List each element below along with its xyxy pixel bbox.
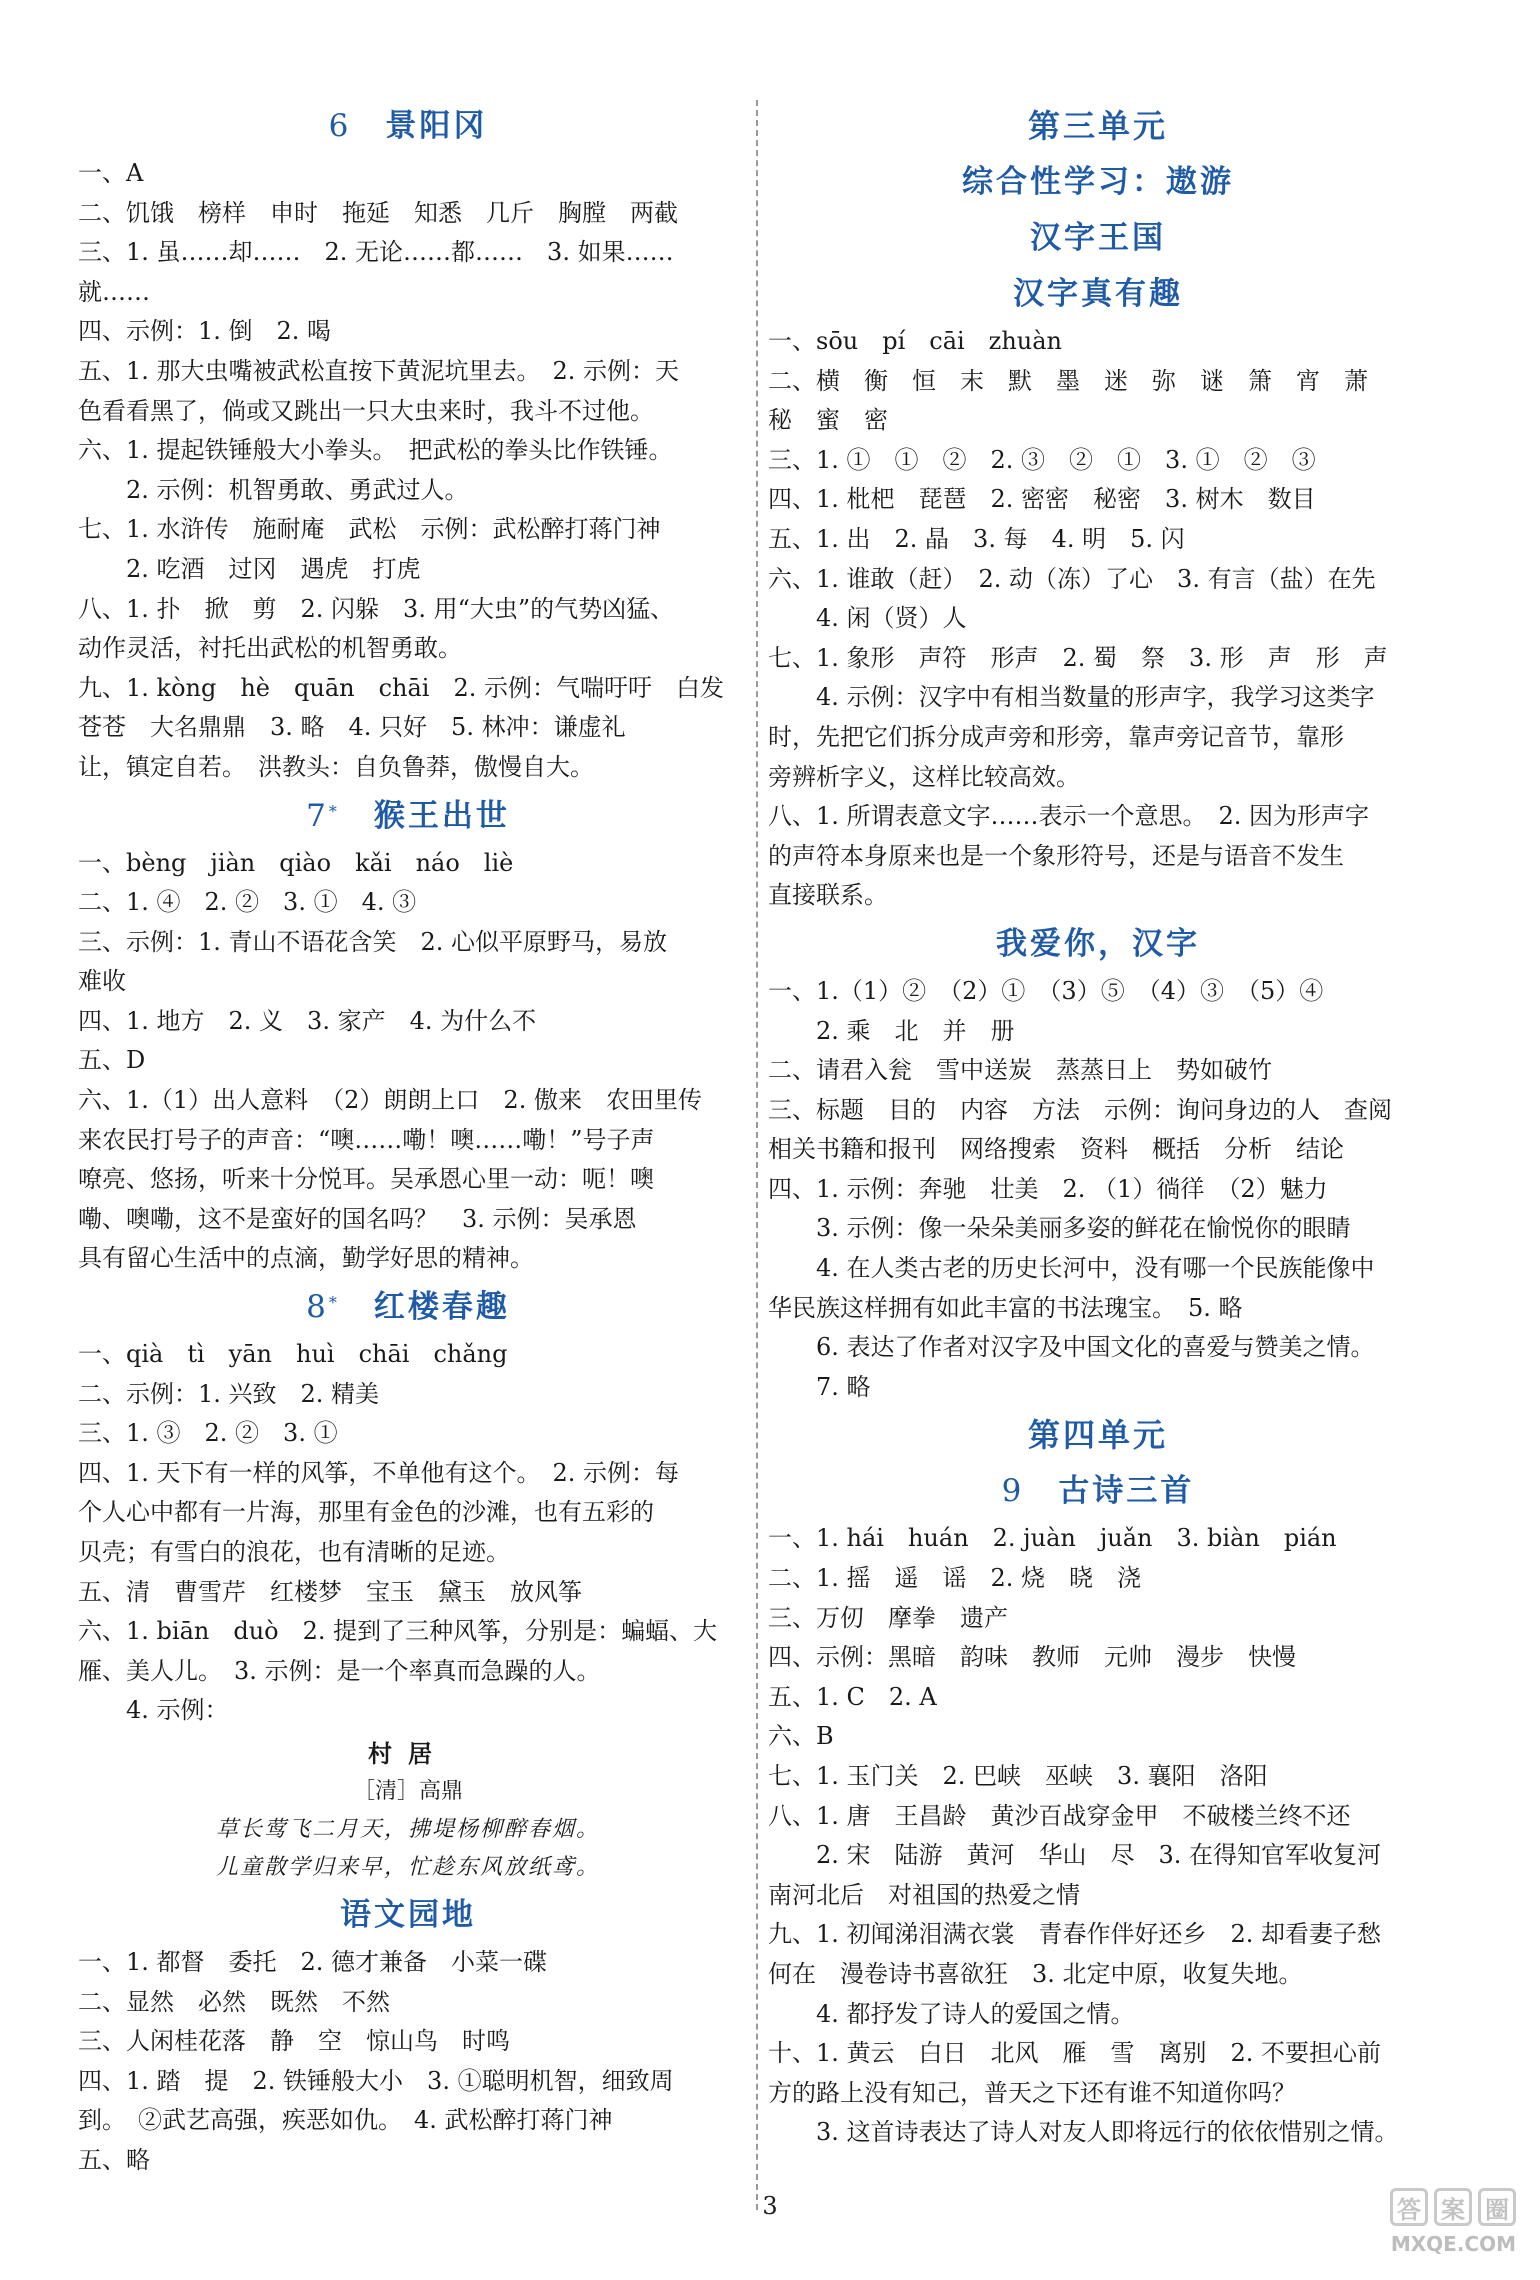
answer-line: 十、1. 黄云 白日 北风 雁 雪 离别 2. 不要担心前: [768, 2039, 1382, 2068]
answer-line: 一、1. 都督 委托 2. 德才兼备 小菜一碟: [78, 1947, 548, 1976]
answer-line: 4. 示例：汉字中有相当数量的形声字，我学习这类字: [816, 683, 1375, 712]
answer-line: 4. 示例：: [126, 1696, 229, 1725]
lesson9-heading: [768, 1463, 1428, 1519]
answer-line: 五、略: [78, 2145, 150, 2174]
garden-answers: [78, 1943, 738, 2181]
love-heading: 我爱你，汉字: [996, 925, 1200, 962]
lesson7-answers: [78, 844, 738, 1280]
answer-line: 贝壳；有雪白的浪花，也有清晰的足迹。: [78, 1538, 510, 1566]
answer-line: 六、1.（1）出人意料 （2）朗朗上口 2. 傲来 农田里传: [78, 1086, 702, 1115]
answer-line: 三、人闲桂花落 静 空 惊山鸟 时鸣: [78, 2027, 510, 2056]
answer-line: 2. 吃酒 过冈 遇虎 打虎: [126, 554, 421, 583]
answer-line: 的声符本身原来也是一个象形符号，还是与语音不发生: [768, 841, 1344, 870]
answer-line: 五、清 曹雪芹 红楼梦 宝玉 黛玉 放风筝: [78, 1577, 582, 1606]
column-divider: [756, 100, 758, 2210]
answer-line: 个人心中都有一片海，那里有金色的沙滩，也有五彩的: [78, 1498, 654, 1527]
love-answers: [768, 972, 1428, 1408]
answer-line: 相关书籍和报刊 网络搜索 资料 概括 分析 结论: [768, 1135, 1344, 1164]
garden-heading: 语文园地: [340, 1896, 476, 1933]
answer-line: 一、1.（1）② （2）① （3）⑤ （4）③ （5）④: [768, 976, 1324, 1005]
answer-line: 到。 ②武艺高强，疾恶如仇。 4. 武松醉打蒋门神: [78, 2106, 613, 2135]
answer-line: 四、示例：1. 倒 2. 喝: [78, 317, 332, 346]
lesson-number: 8*: [306, 1289, 340, 1326]
answer-line: 具有留心生活中的点滴，勤学好思的精神。: [78, 1244, 534, 1273]
answer-line: 六、1. biān duò 2. 提到了三种风筝，分别是：蝙蝠、大: [78, 1617, 718, 1646]
answer-line: 7. 略: [816, 1372, 871, 1401]
answer-line: 南河北后 对祖国的热爱之情: [768, 1880, 1080, 1909]
answer-line: 6. 表达了作者对汉字及中国文化的喜爱与赞美之情。: [816, 1333, 1375, 1362]
answer-line: 3. 这首诗表达了诗人对友人即将远行的依依惜别之情。: [816, 2118, 1399, 2147]
answer-line: 一、1. hái huán 2. juàn juǎn 3. biàn pián: [768, 1524, 1337, 1553]
answer-line: 2. 乘 北 并 册: [816, 1016, 1015, 1045]
lesson-title: 猴王出世: [373, 797, 510, 834]
answer-line: 三、1. ① ① ② 2. ③ ② ① 3. ① ② ③: [768, 445, 1316, 474]
lesson6-answers: [78, 154, 738, 788]
answer-line: 五、1. 出 2. 晶 3. 每 4. 明 5. 闪: [768, 524, 1185, 553]
answer-line: 七、1. 水浒传 施耐庵 武松 示例：武松醉打蒋门神: [78, 515, 661, 544]
watermark-url: MXQE.COM: [1390, 2232, 1516, 2256]
answer-line: 八、1. 唐 王昌龄 黄沙百战穿金甲 不破楼兰终不还: [768, 1801, 1351, 1830]
answer-line: 2. 宋 陆游 黄河 华山 尽 3. 在得知官军收复河: [816, 1841, 1382, 1870]
unit3-subtitle2: 汉字王国: [1030, 220, 1166, 256]
answer-line: 三、示例：1. 青山不语花含笑 2. 心似平原野马，易放: [78, 927, 668, 956]
answer-line: 动作灵活，衬托出武松的机智勇敢。: [78, 634, 462, 663]
answer-line: 色看看黑了，倘或又跳出一只大虫来时，我斗不过他。: [78, 396, 654, 425]
answer-line: 2. 示例：机智勇敢、勇武过人。: [126, 475, 469, 504]
answer-line: 四、1. 天下有一样的风筝，不单他有这个。 2. 示例：每: [78, 1458, 680, 1487]
answer-line: 苍苍 大名鼎鼎 3. 略 4. 只好 5. 林冲：谦虚礼: [78, 713, 626, 742]
answer-line: 嘹亮、悠扬，听来十分悦耳。吴承恩心里一动：呃！噢: [78, 1165, 654, 1194]
answer-line: 方的路上没有知己，普天之下还有谁不知道你吗？: [768, 2078, 1296, 2107]
answer-line: 六、1. 提起铁锤般大小拳头。 把武松的拳头比作铁锤。: [78, 436, 673, 465]
lesson-number: 7*: [306, 797, 340, 834]
answer-line: 二、示例：1. 兴致 2. 精美: [78, 1379, 380, 1408]
answer-line: 一、sōu pí cāi zhuàn: [768, 327, 1063, 355]
answer-line: 3. 示例：像一朵朵美丽多姿的鲜花在愉悦你的眼睛: [816, 1214, 1351, 1243]
lesson9-answers: [768, 1519, 1428, 2153]
answer-line: 时，先把它们拆分成声旁和形旁，靠声旁记音节，靠形: [768, 722, 1344, 751]
lesson-title: 红楼春趣: [373, 1289, 510, 1326]
fun-heading: 汉字真有趣: [1013, 276, 1183, 312]
answer-line: 二、请君入瓮 雪中送炭 蒸蒸日上 势如破竹: [768, 1056, 1272, 1085]
answer-line: 二、横 衡 恒 末 默 墨 迷 弥 谜 箫 宵 萧: [768, 366, 1368, 395]
poem-line: 儿童散学归来早，忙趁东风放纸鸢。: [215, 1854, 600, 1880]
answer-line: 三、标题 目的 内容 方法 示例：询问身边的人 查阅: [768, 1095, 1392, 1124]
lesson6-heading: [78, 98, 738, 154]
optional-lesson-mark: *: [328, 1293, 340, 1313]
lesson-title: 古诗三首: [1058, 1473, 1195, 1510]
lesson8-answers: [78, 1335, 738, 1731]
answer-line: 一、bèng jiàn qiào kǎi náo liè: [78, 848, 514, 877]
answer-line: 六、B: [768, 1722, 834, 1751]
poem-title: 村居: [368, 1738, 448, 1768]
unit4-title: 第四单元: [1027, 1416, 1168, 1455]
answer-line: 七、1. 玉门关 2. 巴峡 巫峡 3. 襄阳 洛阳: [768, 1762, 1268, 1790]
watermark: [1326, 2188, 1516, 2262]
fun-answers: [768, 322, 1428, 916]
answer-line: 二、饥饿 榜样 申时 拖延 知悉 几斤 胸膛 两截: [78, 198, 678, 227]
answer-line: 五、D: [78, 1046, 146, 1075]
poem-author: ［清］高鼎: [352, 1778, 463, 1804]
answer-line: 三、1. 虽……却…… 2. 无论……都…… 3. 如果……: [78, 238, 674, 267]
answer-line: 四、1. 踏 提 2. 铁锤般大小 3. ①聪明机智，细致周: [78, 2066, 674, 2095]
right-column: [768, 98, 1428, 2153]
lesson7-heading: [78, 788, 738, 844]
answer-line: 秘 蜜 密: [768, 406, 888, 435]
answer-line: 九、1. kòng hè quān chāi 2. 示例：气喘吁吁 白发: [78, 673, 724, 702]
unit3-title: 第三单元: [1027, 107, 1168, 145]
answer-line: 一、A: [78, 159, 144, 187]
answer-line: 4. 在人类古老的历史长河中，没有哪一个民族能像中: [816, 1254, 1375, 1283]
answer-line: 七、1. 象形 声符 形声 2. 蜀 祭 3. 形 声 形 声: [768, 643, 1388, 672]
poem-block: [78, 1735, 738, 1887]
answer-line: 四、1. 枇杷 琵琶 2. 密密 秘密 3. 树木 数目: [768, 485, 1316, 514]
answer-line: 难收: [78, 967, 126, 996]
answer-line: 八、1. 扑 掀 剪 2. 闪躲 3. 用“大虫”的气势凶猛、: [78, 594, 675, 623]
lesson-number: 6: [328, 108, 352, 144]
answer-line: 六、1. 谁敢（赶） 2. 动（冻）了心 3. 有言（盐）在先: [768, 564, 1376, 593]
answer-line: 四、1. 地方 2. 义 3. 家产 4. 为什么不: [78, 1006, 537, 1035]
answer-line: 二、1. ④ 2. ② 3. ① 4. ③: [78, 888, 417, 917]
answer-line: 直接联系。: [768, 881, 888, 910]
answer-line: 何在 漫卷诗书喜欲狂 3. 北定中原，收复失地。: [768, 1959, 1303, 1988]
answer-line: 让，镇定自若。 洪教头：自负鲁莽，傲慢自大。: [78, 752, 594, 781]
answer-line: 一、qià tì yān huì chāi chǎng: [78, 1340, 508, 1369]
answer-line: 五、1. C 2. A: [768, 1682, 937, 1711]
answer-line: 嘞、噢嘞，这不是蛮好的国名吗？ 3. 示例：吴承恩: [78, 1204, 637, 1233]
answer-line: 九、1. 初闻涕泪满衣裳 青春作伴好还乡 2. 却看妻子愁: [768, 1920, 1382, 1949]
answer-line: 4. 闲（贤）人: [816, 604, 967, 633]
poem-line: 草长莺飞二月天，拂堤杨柳醉春烟。: [215, 1816, 600, 1842]
answer-line: 旁辨析字义，这样比较高效。: [768, 762, 1080, 791]
answer-line: 三、万仞 摩拳 遗产: [768, 1603, 1008, 1632]
answer-line: 五、1. 那大虫嘴被武松直按下黄泥坑里去。 2. 示例：天: [78, 356, 680, 385]
unit3-subtitle: 综合性学习：遨游: [962, 164, 1234, 200]
answer-line: 八、1. 所谓表意文字……表示一个意思。 2. 因为形声字: [768, 802, 1370, 831]
left-column: [78, 98, 738, 2181]
optional-lesson-mark: *: [328, 801, 340, 821]
watermark-logo: 答 案 圈: [1326, 2188, 1516, 2226]
page-number: 3: [762, 2192, 778, 2220]
answer-line: 雁、美人儿。 3. 示例：是一个率真而急躁的人。: [78, 1656, 601, 1685]
lesson8-heading: [78, 1279, 738, 1335]
answer-line: 三、1. ③ 2. ② 3. ①: [78, 1419, 338, 1448]
answer-line: 二、1. 摇 遥 谣 2. 烧 晓 浇: [768, 1564, 1142, 1593]
lesson-title: 景阳冈: [385, 108, 488, 144]
answer-line: 来农民打号子的声音：“噢……嘞！噢……嘞！”号子声: [78, 1125, 655, 1154]
answer-line: 华民族这样拥有如此丰富的书法瑰宝。 5. 略: [768, 1293, 1243, 1322]
answer-line: 四、1. 示例：奔驰 壮美 2. （1）徜徉 （2）魅力: [768, 1174, 1328, 1203]
answer-line: 四、示例：黑暗 韵味 教师 元帅 漫步 快慢: [768, 1643, 1296, 1672]
answer-line: 就……: [78, 277, 150, 306]
lesson-number: 9: [1001, 1473, 1025, 1510]
answer-line: 二、显然 必然 既然 不然: [78, 1987, 390, 2016]
answer-line: 4. 都抒发了诗人的爱国之情。: [816, 1999, 1135, 2028]
